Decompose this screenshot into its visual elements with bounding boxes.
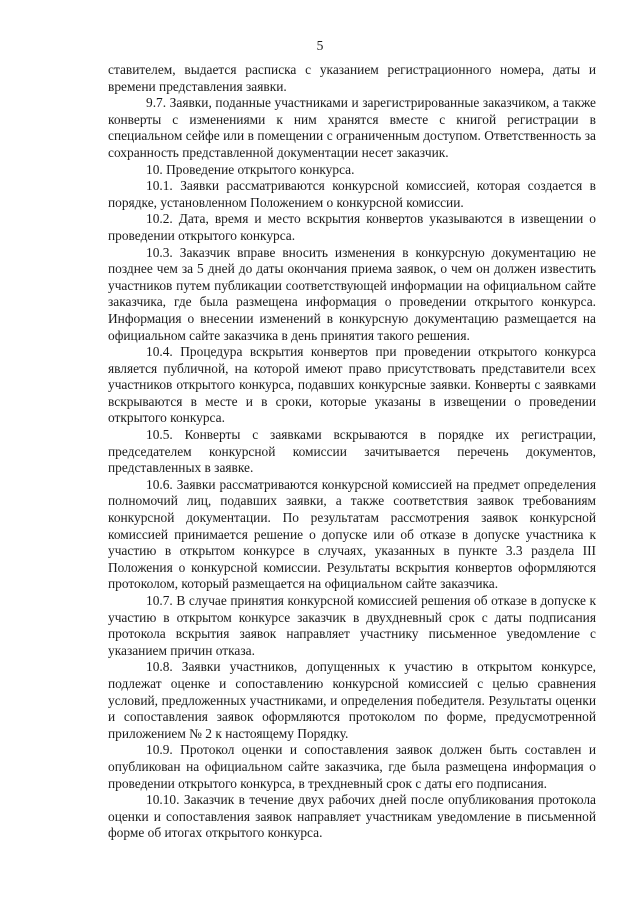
- paragraph-10-1: 10.1. Заявки рассматриваются конкурсной комиссией, которая создается в порядке, установленном Положением о конкурсной комиссии.: [108, 178, 596, 210]
- paragraph-10-9: 10.9. Протокол оценки и сопоставления заявок должен быть составлен и опубликован на официальном сайте заказчика, где была размещена информация о проведении открытого конкурса, в трехдневный срок с даты его подписания.: [108, 742, 596, 791]
- section-heading-10: 10. Проведение открытого конкурса.: [146, 161, 355, 177]
- page-number: 5: [316, 38, 324, 53]
- paragraph-10-2: 10.2. Дата, время и место вскрытия конвертов указываются в извещении о проведении открытого конкурса.: [108, 211, 596, 243]
- paragraph-10-3: 10.3. Заказчик вправе вносить изменения в конкурсную документацию не позднее чем за 5 дней до даты окончания приема заявок, о чем он должен известить участников путем публикации соответствующей информации на официальном сайте заказчика, где была размещена информация о проведении открытого конкурса. Информация о внесении изменений в конкурсную документацию размещается на официальном сайте заказчика в день принятия такого решения.: [108, 244, 596, 343]
- document-body: [108, 62, 596, 842]
- paragraph-continuation: ставителем, выдается расписка с указанием регистрационного номера, даты и времени представления заявки.: [108, 62, 596, 94]
- paragraph-10-5: 10.5. Конверты с заявками вскрываются в порядке их регистрации, председателем конкурсной комиссии зачитывается перечень документов, представленных в заявке.: [108, 427, 596, 476]
- paragraph-10-6: 10.6. Заявки рассматриваются конкурсной комиссией на предмет определения полномочий лиц, подавших заявки, а также соответствия заявок требованиям конкурсной документации. По результатам рассмотрения заявок конкурсной комиссией принимается решение о допуске или об отказе в допуске участника к участию в открытом конкурсе в случаях, указанных в пункте 3.3 раздела III Положения о конкурсной комиссии. Результаты вскрытия конвертов оформляются протоколом, который размещается на официальном сайте заказчика.: [108, 476, 596, 592]
- paragraph-10-7: 10.7. В случае принятия конкурсной комиссией решения об отказе в допуске к участию в открытом конкурсе заказчик в двухдневный срок с даты подписания протокола вскрытия заявок направляет участнику письменное уведомление с указанием причин отказа.: [108, 593, 596, 658]
- paragraph-10-10: 10.10. Заказчик в течение двух рабочих дней после опубликования протокола оценки и сопоставления заявок направляет участникам уведомление в письменной форме об итогах открытого конкурса.: [108, 792, 596, 841]
- paragraph-10-4: 10.4. Процедура вскрытия конвертов при проведении открытого конкурса является публичной, на которой имеют право присутствовать представители всех участников открытого конкурса, подавших конкурсные заявки. Конверты с заявками вскрываются в месте и в сроки, которые указаны в извещении о проведении открытого конкурса.: [108, 344, 596, 426]
- paragraph-10-8: 10.8. Заявки участников, допущенных к участию в открытом конкурсе, подлежат оценке и сопоставлению конкурсной комиссией с целью сравнения условий, предложенных участниками, и определения победителя. Результаты оценки и сопоставления заявок оформляются протоколом по форме, предусмотренной приложением № 2 к настоящему Порядку.: [108, 659, 596, 741]
- paragraph-9-7: 9.7. Заявки, поданные участниками и зарегистрированные заказчиком, а также конверты с изменениями к ним хранятся вместе с книгой регистрации в специальном сейфе или в помещении с ограниченным доступом. Ответственность за сохранность представленной документации несет заказчик.: [108, 95, 596, 160]
